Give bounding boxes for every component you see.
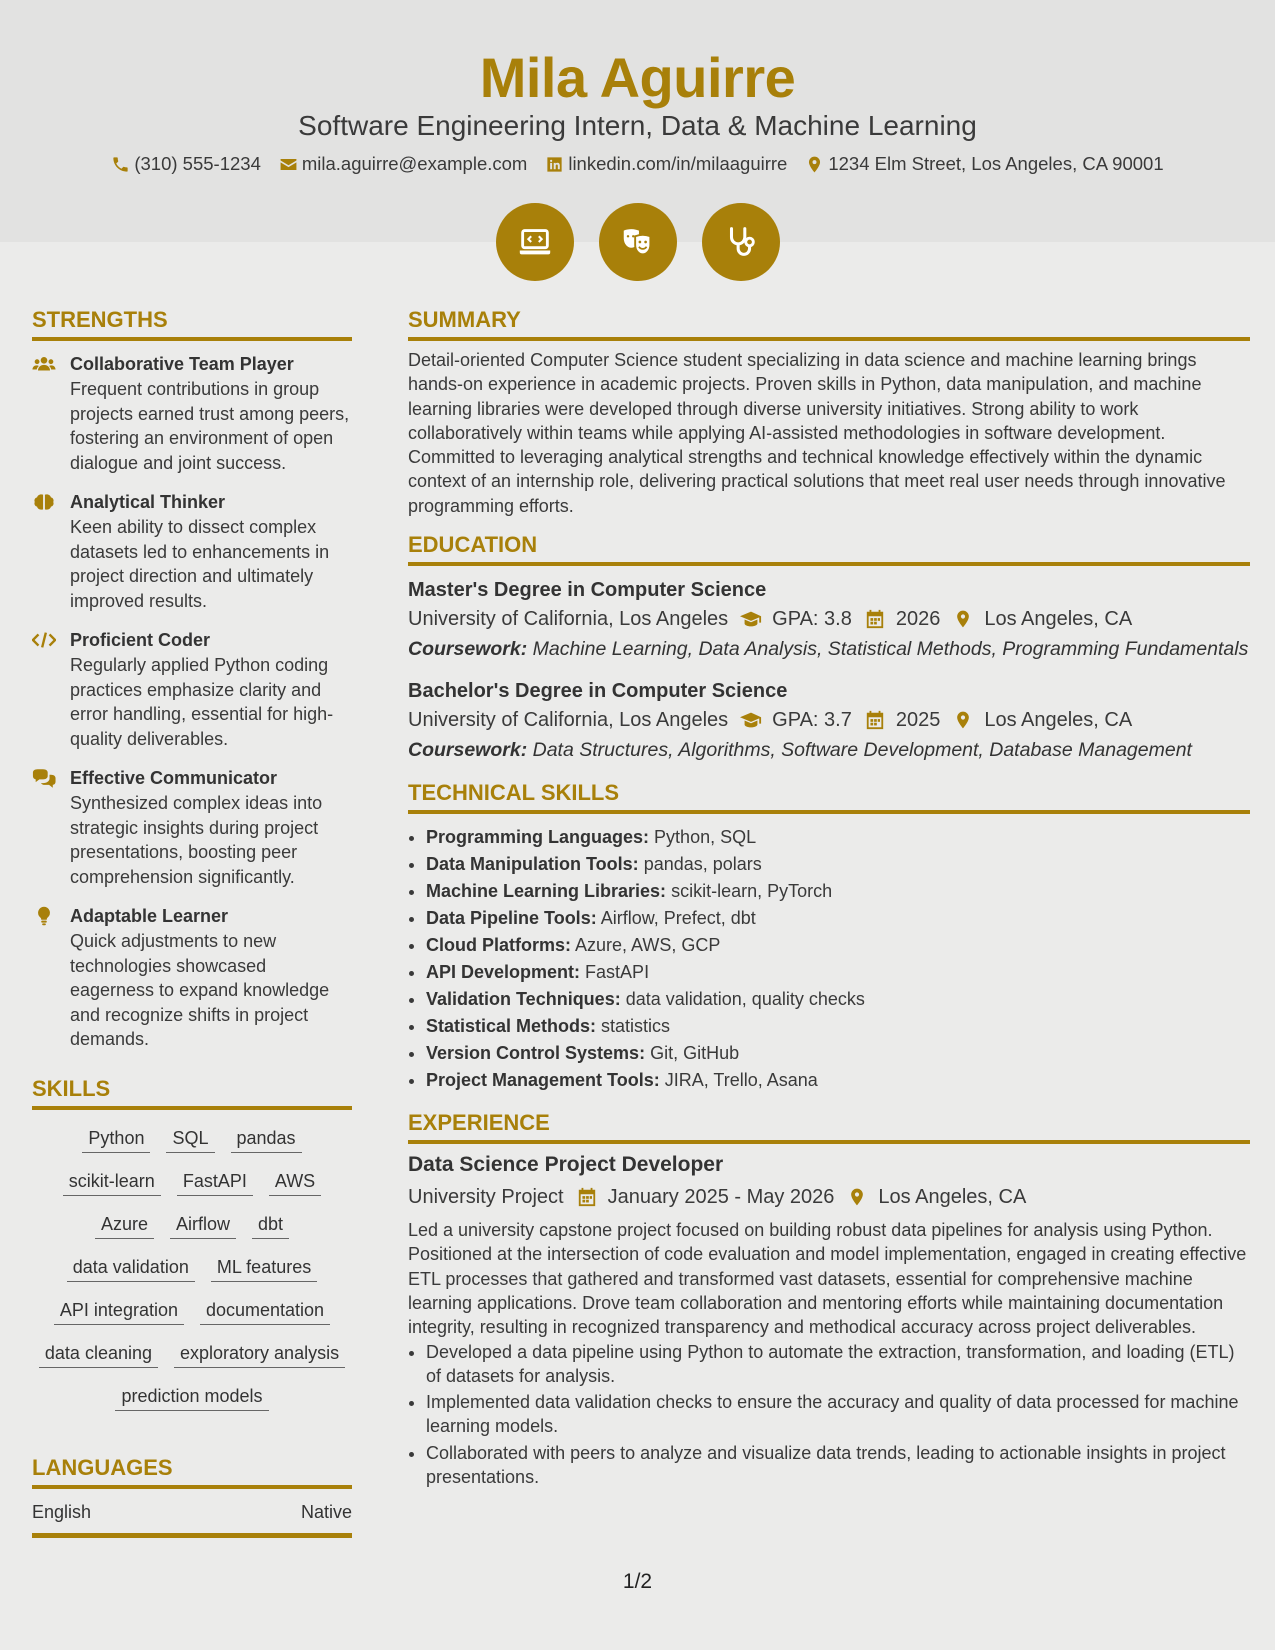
strengths-heading: STRENGTHS bbox=[32, 305, 352, 341]
strength-item bbox=[32, 627, 352, 751]
skill-tag: SQL bbox=[166, 1126, 214, 1153]
envelope-icon bbox=[279, 155, 298, 174]
strength-description: Regularly applied Python coding practices emphasize clarity and error handling, essential for high-quality deliverables. bbox=[70, 655, 334, 749]
skill-tag: data validation bbox=[67, 1255, 195, 1282]
experience-heading: EXPERIENCE bbox=[408, 1108, 1250, 1144]
left-column bbox=[32, 305, 352, 1538]
job-bullet: • Implemented data validation checks to ensure the accuracy and quality of data processed for machine learning models. bbox=[426, 1390, 1250, 1439]
laptop-code-badge bbox=[496, 203, 574, 281]
school-location: Los Angeles, CA bbox=[984, 709, 1133, 732]
location-pin-icon bbox=[952, 609, 974, 629]
users-icon bbox=[32, 354, 56, 374]
calendar-icon bbox=[864, 710, 886, 730]
tech-skill-item: • Project Management Tools: JIRA, Trello, Asana bbox=[426, 1067, 1250, 1094]
skills-tags bbox=[32, 1120, 352, 1411]
coursework-list: Machine Learning, Data Analysis, Statistical Methods, Programming Fundamentals bbox=[532, 638, 1249, 661]
strength-description: Keen ability to dissect complex datasets led to enhancements in project direction and ultimately improved results. bbox=[70, 517, 330, 611]
stethoscope-icon bbox=[722, 223, 760, 261]
education-meta bbox=[408, 705, 1250, 735]
tech-skill-item: • Statistical Methods: statistics bbox=[426, 1013, 1250, 1040]
coursework-list: Data Structures, Algorithms, Software Development, Database Management bbox=[532, 739, 1192, 762]
coursework-label: Coursework: bbox=[408, 739, 528, 762]
strength-title: Collaborative Team Player bbox=[70, 354, 294, 374]
skill-tag: Python bbox=[82, 1126, 150, 1153]
linkedin-link[interactable]: linkedin.com/in/milaaguirre bbox=[568, 153, 788, 174]
tech-skill-item: • Data Manipulation Tools: pandas, polars bbox=[426, 851, 1250, 878]
contact-address bbox=[805, 151, 1163, 177]
strengths-list bbox=[32, 351, 352, 1052]
skill-tag: API integration bbox=[54, 1298, 184, 1325]
degree-title: Bachelor's Degree in Computer Science bbox=[408, 680, 788, 703]
strength-item bbox=[32, 489, 352, 613]
languages-heading: LANGUAGES bbox=[32, 1453, 352, 1489]
strength-item bbox=[32, 351, 352, 475]
experience-entry bbox=[408, 1150, 1250, 1489]
linkedin-icon bbox=[545, 155, 564, 174]
skill-tag: ML features bbox=[211, 1255, 317, 1282]
graduation-cap-icon bbox=[740, 710, 762, 730]
graduation-year: 2026 bbox=[895, 608, 941, 631]
comments-icon bbox=[32, 768, 56, 788]
tech-skill-item: • Version Control Systems: Git, GitHub bbox=[426, 1040, 1250, 1067]
stethoscope-badge bbox=[702, 203, 780, 281]
tech-skill-item: • Machine Learning Libraries: scikit-learn, PyTorch bbox=[426, 878, 1250, 905]
skills-heading: SKILLS bbox=[32, 1074, 352, 1110]
skill-tag: AWS bbox=[269, 1169, 321, 1196]
code-icon bbox=[32, 630, 56, 650]
education-meta bbox=[408, 604, 1250, 634]
strength-title: Analytical Thinker bbox=[70, 492, 226, 512]
contact-linkedin[interactable] bbox=[545, 151, 787, 177]
theater-masks-icon bbox=[619, 223, 657, 261]
strength-description: Synthesized complex ideas into strategic insights during project presentations, boosting peer comprehension significantly. bbox=[70, 793, 323, 887]
strength-title: Proficient Coder bbox=[70, 630, 211, 650]
address-text: 1234 Elm Street, Los Angeles, CA 90001 bbox=[828, 153, 1164, 174]
education-heading: EDUCATION bbox=[408, 530, 1250, 566]
coursework bbox=[408, 738, 1250, 762]
laptop-code-icon bbox=[516, 223, 554, 261]
school-name: University of California, Los Angeles bbox=[408, 709, 729, 732]
strength-title: Effective Communicator bbox=[70, 768, 278, 788]
skill-tag: pandas bbox=[231, 1126, 302, 1153]
page-number: 1/2 bbox=[622, 1570, 653, 1593]
strength-description: Frequent contributions in group projects earned trust among peers, fostering an environment of open dialogue and joint success. bbox=[70, 379, 350, 473]
technical-skills-list bbox=[408, 824, 1250, 1094]
calendar-icon bbox=[576, 1187, 598, 1207]
language-level: Native bbox=[300, 1501, 352, 1522]
skill-tag: prediction models bbox=[115, 1384, 268, 1411]
tech-skill-item: • Data Pipeline Tools: Airflow, Prefect, dbt bbox=[426, 905, 1250, 932]
skill-tag: scikit-learn bbox=[63, 1169, 161, 1196]
job-organization: University Project bbox=[408, 1186, 564, 1209]
strength-title: Adaptable Learner bbox=[70, 906, 229, 926]
lightbulb-icon bbox=[32, 906, 56, 926]
tech-skill-item: • Cloud Platforms: Azure, AWS, GCP bbox=[426, 932, 1250, 959]
strength-item bbox=[32, 903, 352, 1052]
tech-skill-item: • Programming Languages: Python, SQL bbox=[426, 824, 1250, 851]
school-name: University of California, Los Angeles bbox=[408, 608, 729, 631]
strength-description: Quick adjustments to new technologies showcased eagerness to expand knowledge and recognize shifts in project demands. bbox=[70, 931, 330, 1049]
right-column bbox=[408, 305, 1250, 1491]
language-name: English bbox=[32, 1501, 92, 1522]
summary-heading: SUMMARY bbox=[408, 305, 1250, 341]
location-pin-icon bbox=[952, 710, 974, 730]
candidate-name: Mila Aguirre bbox=[479, 46, 796, 109]
graduation-year: 2025 bbox=[895, 709, 941, 732]
contact-phone bbox=[111, 151, 261, 177]
location-pin-icon bbox=[846, 1187, 868, 1207]
skill-tag: documentation bbox=[200, 1298, 330, 1325]
theater-masks-badge bbox=[599, 203, 677, 281]
job-location: Los Angeles, CA bbox=[878, 1186, 1027, 1209]
education-entry bbox=[408, 576, 1250, 661]
technical-skills-heading: TECHNICAL SKILLS bbox=[408, 778, 1250, 814]
location-pin-icon bbox=[805, 155, 824, 174]
gpa-text: GPA: 3.7 bbox=[772, 709, 852, 732]
tech-skill-item: • API Development: FastAPI bbox=[426, 959, 1250, 986]
skill-tag: exploratory analysis bbox=[174, 1341, 345, 1368]
coursework-label: Coursework: bbox=[408, 638, 528, 661]
school-location: Los Angeles, CA bbox=[984, 608, 1133, 631]
calendar-icon bbox=[864, 609, 886, 629]
strength-item bbox=[32, 765, 352, 889]
phone-text: (310) 555-1234 bbox=[134, 153, 261, 174]
phone-icon bbox=[111, 155, 130, 174]
job-bullets bbox=[408, 1340, 1250, 1490]
job-dates: January 2025 - May 2026 bbox=[607, 1186, 835, 1209]
skill-tag: data cleaning bbox=[39, 1341, 158, 1368]
skill-tag: Airflow bbox=[170, 1212, 236, 1239]
summary-text: Detail-oriented Computer Science student specializing in data science and machine learning brings hands-on experience in academic projects. Proven skills in Python, data manipulation, and machine learning libraries were developed through diverse university initiatives. Strong ability to work collaboratively within teams while applying AI-assisted methodologies in software development. Committed to leveraging analytical strengths and technical knowledge effectively within the dynamic context of an internship role, delivering practical solutions that meet real user needs through innovative programming efforts. bbox=[408, 350, 1226, 516]
job-meta bbox=[408, 1182, 1250, 1212]
language-row bbox=[32, 1489, 352, 1538]
job-bullet: • Developed a data pipeline using Python to automate the extraction, transformation, and loading (ETL) of datasets for analysis. bbox=[426, 1340, 1250, 1389]
resume-header bbox=[0, 0, 1275, 242]
coursework bbox=[408, 637, 1250, 661]
skill-tag: Azure bbox=[95, 1212, 154, 1239]
gpa-text: GPA: 3.8 bbox=[772, 608, 852, 631]
job-bullet: • Collaborated with peers to analyze and visualize data trends, leading to actionable insights in project presentations. bbox=[426, 1441, 1250, 1490]
brain-icon bbox=[32, 492, 56, 512]
job-description: Led a university capstone project focused on building robust data pipelines for analysis using Python. Positioned at the intersection of code evaluation and model implementation, engaged in creating effective ETL processes that gathered and transformed vast datasets, essential for comprehensive machine learning applications. Drove team collaboration and mentoring efforts while maintaining documentation integrity, resulting in recognized transparency and methodical accuracy across project deliverables. bbox=[408, 1220, 1247, 1338]
contact-bar bbox=[0, 151, 1275, 177]
skill-tag: FastAPI bbox=[177, 1169, 253, 1196]
candidate-title: Software Engineering Intern, Data & Machine Learning bbox=[298, 110, 977, 141]
education-entry bbox=[408, 677, 1250, 762]
email-link[interactable]: mila.aguirre@example.com bbox=[301, 153, 528, 174]
tech-skill-item: • Validation Techniques: data validation, quality checks bbox=[426, 986, 1250, 1013]
job-title: Data Science Project Developer bbox=[408, 1153, 724, 1177]
contact-email[interactable] bbox=[279, 151, 527, 177]
graduation-cap-icon bbox=[740, 609, 762, 629]
degree-title: Master's Degree in Computer Science bbox=[408, 579, 767, 602]
interest-badges bbox=[0, 203, 1275, 281]
skill-tag: dbt bbox=[252, 1212, 289, 1239]
